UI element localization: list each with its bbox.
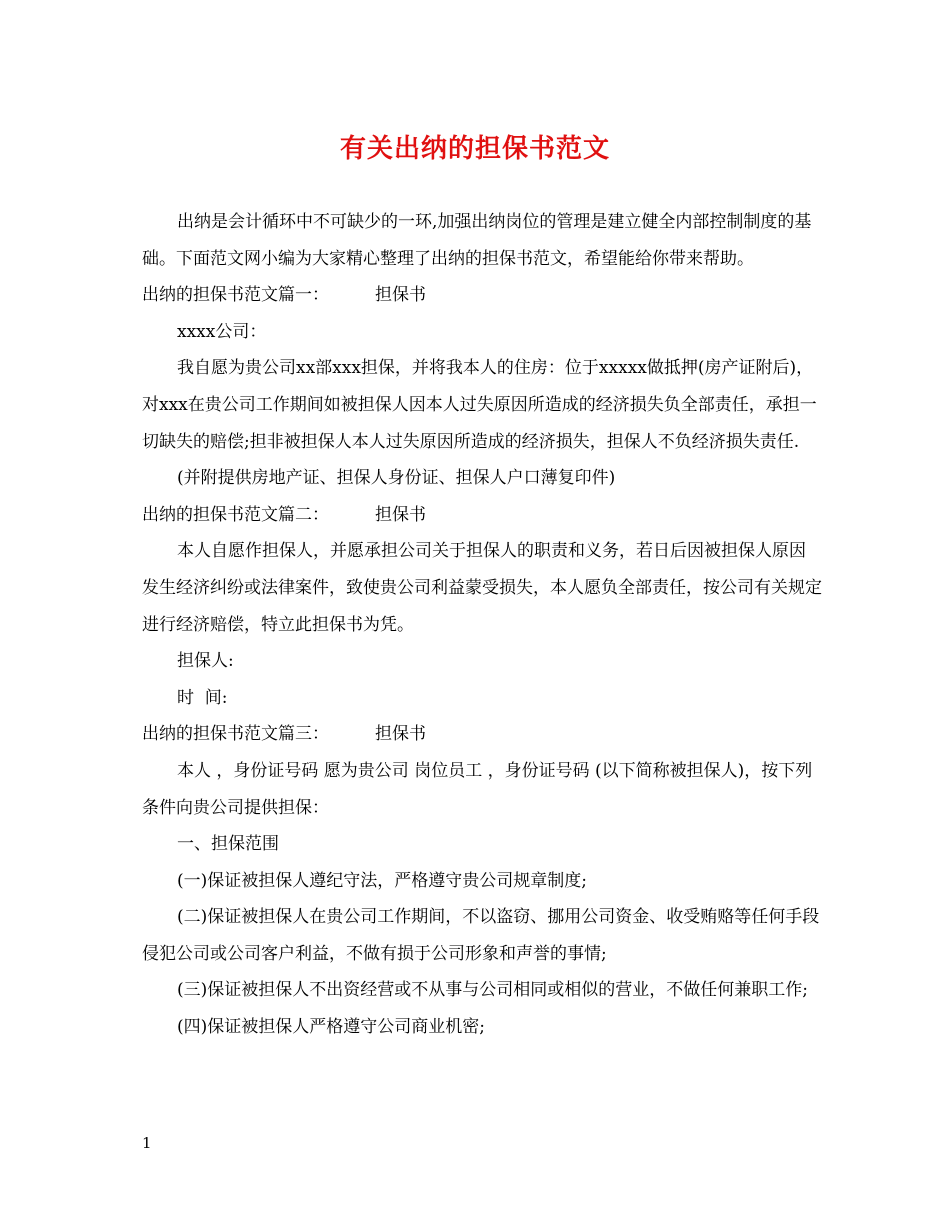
section3-heading <box>142 716 822 753</box>
section2-body: 本人自愿作担保人，并愿承担公司关于担保人的职责和义务，若日后因被担保人原因发生经济纠纷或法律案件，致使贵公司利益蒙受损失，本人愿负全部责任，按公司有关规定进行经济赔偿，特立此担保书为凭。 <box>142 541 822 635</box>
section1-heading-text: 出纳的担保书范文篇一： <box>142 285 329 306</box>
section3-body: 本人 ，身份证号码 愿为贵公司 岗位员工 ，身份证号码 (以下简称被担保人)，按下列条件向贵公司提供担保： <box>142 760 813 818</box>
section2-heading <box>142 497 822 534</box>
section3-item-4: (四)保证被担保人严格遵守公司商业机密; <box>177 1017 485 1038</box>
section1-note: (并附提供房地产证、担保人身份证、担保人户口薄复印件) <box>177 468 616 489</box>
section3-scope-heading: 一、担保范围 <box>177 834 279 855</box>
section2-doc-type: 担保书 <box>375 504 426 525</box>
section2-guarantor-label: 担保人: <box>177 651 234 672</box>
section3-item-1: (一)保证被担保人遵纪守法，严格遵守贵公司规章制度; <box>177 870 587 891</box>
section1-doc-type: 担保书 <box>375 285 426 306</box>
page-number: 1 <box>142 1134 152 1152</box>
section1-heading <box>142 277 822 314</box>
intro-paragraph: 出纳是会计循环中不可缺少的一环,加强出纳岗位的管理是建立健全内部控制制度的基础。下面范文网小编为大家精心整理了出纳的担保书范文，希望能给你带来帮助。 <box>142 212 812 269</box>
section1-body: 我自愿为贵公司xx部xxx担保，并将我本人的住房：位于xxxxx做抵押(房产证附后)，对xxx在贵公司工作期间如被担保人因本人过失原因所造成的经济损失负全部责任，承担一切缺失的赔偿;担非被担保人本人过失原因所造成的经济损失，担保人不负经济损失责任. <box>142 358 817 452</box>
section3-item-3: (三)保证被担保人不出资经营或不从事与公司相同或相似的营业，不做任何兼职工作; <box>177 980 808 1001</box>
section3-item-2: (二)保证被担保人在贵公司工作期间，不以盗窃、挪用公司资金、收受贿赂等任何手段侵犯公司或公司客户利益，不做有损于公司形象和声誉的事情; <box>142 907 820 964</box>
document-body <box>142 204 822 1046</box>
section2-heading-text: 出纳的担保书范文篇二： <box>142 504 329 525</box>
section3-doc-type: 担保书 <box>375 724 426 745</box>
section3-heading-text: 出纳的担保书范文篇三： <box>142 724 329 745</box>
section1-salutation: xxxx公司： <box>177 321 267 342</box>
section2-time-label: 时 间: <box>177 687 228 708</box>
document-title: 有关出纳的担保书范文 <box>339 134 610 164</box>
